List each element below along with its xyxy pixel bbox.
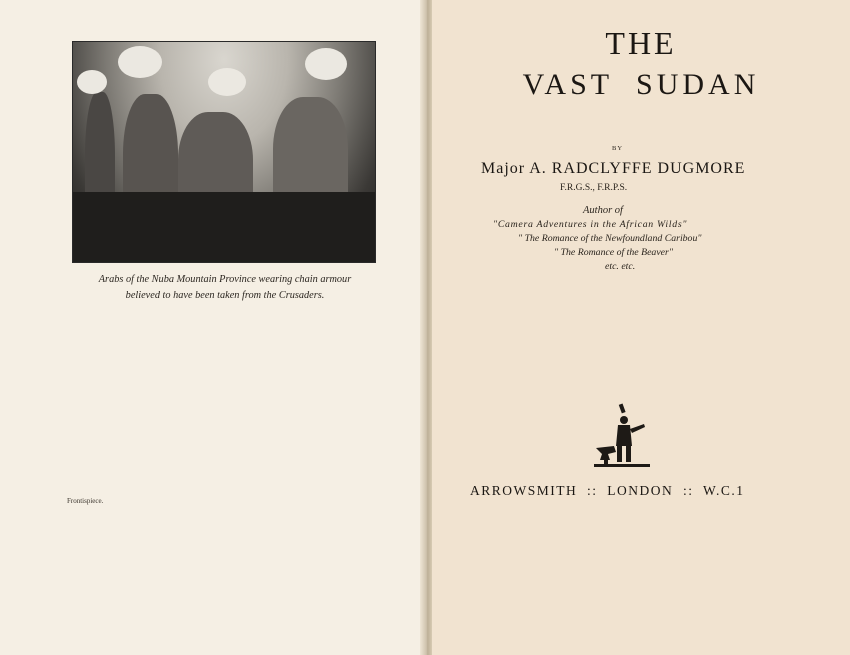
title-line-1: THE (605, 25, 677, 61)
work-title-2: " The Romance of the Newfoundland Caribou" (518, 233, 702, 244)
author-qualifications: F.R.G.S., F.R.P.S. (560, 183, 628, 193)
work-title-3: " The Romance of the Beaver" (554, 247, 673, 258)
publisher-imprint: ARROWSMITH :: LONDON :: W.C.1 (470, 483, 745, 498)
blacksmith-anvil-icon (594, 402, 654, 474)
author-of-label: Author of (583, 205, 623, 216)
by-label: BY (612, 145, 624, 152)
work-title-1: "Camera Adventures in the African Wilds" (493, 219, 688, 230)
work-etc: etc. etc. (605, 261, 636, 272)
photo-caption (60, 272, 390, 304)
frontispiece-label: Frontispiece. (67, 497, 104, 505)
frontispiece-photo (72, 41, 376, 263)
author-name: Major A. RADCLYFFE DUGMORE (481, 160, 746, 177)
caption-line-2: believed to have been taken from the Crusaders. (125, 290, 325, 301)
caption-line-1: Arabs of the Nuba Mountain Province wearing chain armour (98, 274, 352, 285)
title-line-2: VAST SUDAN (522, 68, 760, 101)
